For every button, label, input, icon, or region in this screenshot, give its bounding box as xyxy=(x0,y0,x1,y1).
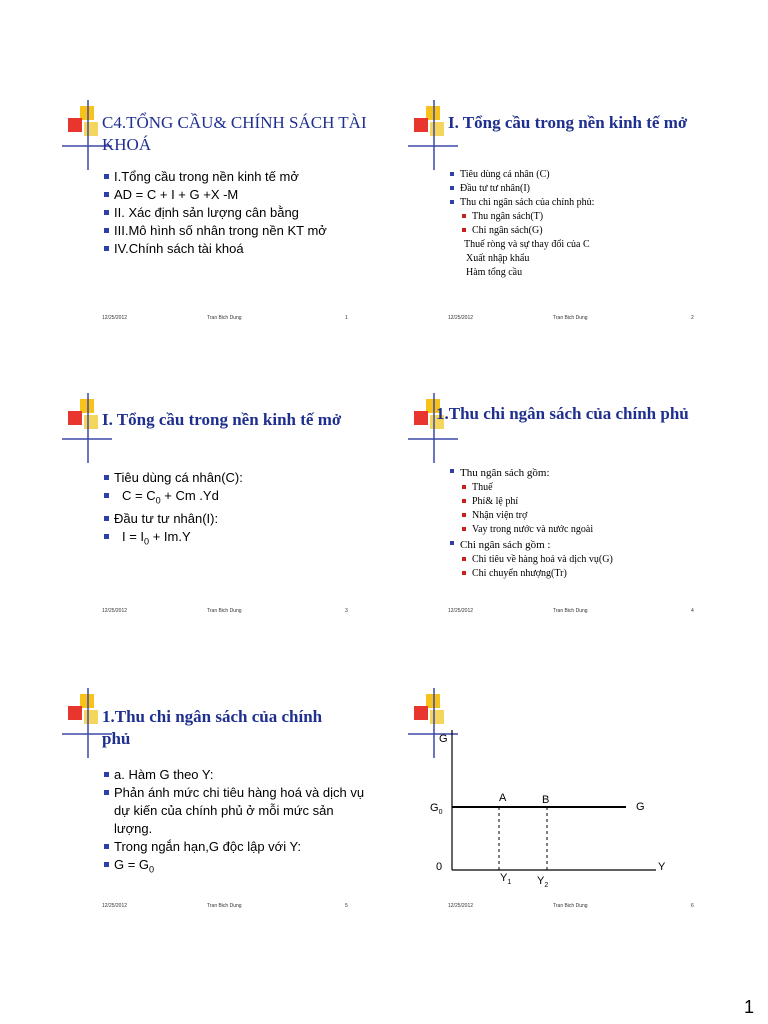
g-function-chart xyxy=(408,688,753,923)
footer-date: 12/25/2012 xyxy=(448,315,474,321)
slide-footer xyxy=(408,315,753,325)
list-item: Thu ngân sách gồm: xyxy=(450,465,750,481)
point-b-label: B xyxy=(542,794,550,806)
list-item: Trong ngắn hạn,G độc lập với Y: xyxy=(104,838,366,856)
slide-footer xyxy=(408,903,753,913)
footer-author: Tran Bich Dung xyxy=(553,315,588,321)
sub-list-item: Chi tiêu về hàng hoá và dịch vụ(G) xyxy=(462,553,750,567)
slide-body xyxy=(450,465,750,581)
sub-list-item: Chi chuyển nhượng(Tr) xyxy=(462,567,750,581)
list-item: Phản ánh mức chi tiêu hàng hoá và dịch vụ dự kiến của chính phủ ở mỗi mức sản lượng. xyxy=(104,784,366,838)
slide-title: 1.Thu chi ngân sách của chính phủ xyxy=(436,404,689,423)
sub-list-item: Phí& lệ phí xyxy=(462,495,750,509)
slide-4 xyxy=(408,393,753,628)
plain-line: Thuế ròng và sự thay đổi của C xyxy=(464,239,590,250)
slide-5 xyxy=(62,688,407,923)
slide-footer xyxy=(408,608,753,618)
list-item: Thu chi ngân sách của chính phủ: xyxy=(450,196,750,210)
footer-date: 12/25/2012 xyxy=(102,608,128,614)
list-item: I.Tổng cầu trong nền kinh tế mở xyxy=(104,168,404,186)
slide-decoration xyxy=(408,100,468,170)
slide-body xyxy=(104,168,404,258)
slide-footer xyxy=(62,903,407,913)
footer-slide-number: 3 xyxy=(345,608,348,614)
footer-slide-number: 4 xyxy=(691,608,694,614)
footer-date: 12/25/2012 xyxy=(448,903,474,909)
series-label-g: G xyxy=(636,801,645,813)
origin-label: 0 xyxy=(436,861,443,873)
slide-3 xyxy=(62,393,407,628)
plain-line: Xuất nhập khẩu xyxy=(466,253,530,264)
list-item: Đầu tư tư nhân(I): xyxy=(104,510,404,528)
list-item: Đầu tư tư nhân(I) xyxy=(450,182,750,196)
list-item: Tiêu dùng cá nhân(C): xyxy=(104,469,404,487)
x-axis-label: Y xyxy=(658,861,666,873)
slide-footer xyxy=(62,315,407,325)
slide-body xyxy=(450,168,750,280)
list-item: AD = C + I + G +X -M xyxy=(104,186,404,204)
footer-author: Tran Bich Dung xyxy=(207,903,242,909)
sub-list-item: Thu ngân sách(T) xyxy=(462,210,750,224)
list-item: II. Xác định sản lượng cân bằng xyxy=(104,204,404,222)
slide-6 xyxy=(408,688,753,923)
sub-list-item: Chi ngân sách(G) xyxy=(462,224,750,238)
slide-footer xyxy=(62,608,407,618)
footer-slide-number: 1 xyxy=(345,315,348,321)
slide-1 xyxy=(62,100,407,335)
page-number: 1 xyxy=(743,997,754,1017)
list-item: $C = C_0 + Cm$ .Yd xyxy=(104,487,404,510)
footer-slide-number: 6 xyxy=(691,903,694,909)
slide-title: 1.Thu chi ngân sách của chính phủ xyxy=(102,707,323,748)
footer-author: Tran Bich Dung xyxy=(553,608,588,614)
plain-line: Hàm tổng cầu xyxy=(466,267,523,278)
sub-list-item: Vay trong nước và nước ngoài xyxy=(462,523,750,537)
slide-body xyxy=(104,766,366,879)
list-item: IV.Chính sách tài khoá xyxy=(104,240,404,258)
footer-slide-number: 2 xyxy=(691,315,694,321)
point-a-label: A xyxy=(499,792,507,804)
list-item: a. Hàm G theo Y: xyxy=(104,766,366,784)
slide-body xyxy=(104,469,404,550)
list-item: $G = G_0$ xyxy=(104,856,366,879)
y1-label: $Y_1$ xyxy=(500,872,512,886)
list-item: III.Mô hình số nhân trong nền KT mở xyxy=(104,222,404,240)
footer-date: 12/25/2012 xyxy=(102,903,128,909)
g0-label: $G_0$ xyxy=(430,802,443,816)
y-axis-label: G xyxy=(439,733,448,745)
slide-2 xyxy=(408,100,753,335)
sub-list-item: Nhận viện trợ xyxy=(462,509,750,523)
sub-list-item: Thuế xyxy=(462,481,750,495)
footer-date: 12/25/2012 xyxy=(448,608,474,614)
footer-slide-number: 5 xyxy=(345,903,348,909)
footer-date: 12/25/2012 xyxy=(102,315,128,321)
list-item: $I = I_0 + Im.Y$ xyxy=(104,528,404,551)
footer-author: Tran Bich Dung xyxy=(207,315,242,321)
y2-label: $Y_2$ xyxy=(537,875,549,889)
slide-title: C4.TỔNG CẦU& CHÍNH SÁCH TÀI KHOÁ xyxy=(102,113,367,154)
slide-title: I. Tổng cầu trong nền kinh tế mở xyxy=(102,410,342,429)
list-item: Tiêu dùng cá nhân (C) xyxy=(450,168,750,182)
list-item: Chi ngân sách gồm : xyxy=(450,537,750,553)
slide-title: I. Tổng cầu trong nền kinh tế mở xyxy=(448,113,688,132)
footer-author: Tran Bich Dung xyxy=(553,903,588,909)
footer-author: Tran Bich Dung xyxy=(207,608,242,614)
